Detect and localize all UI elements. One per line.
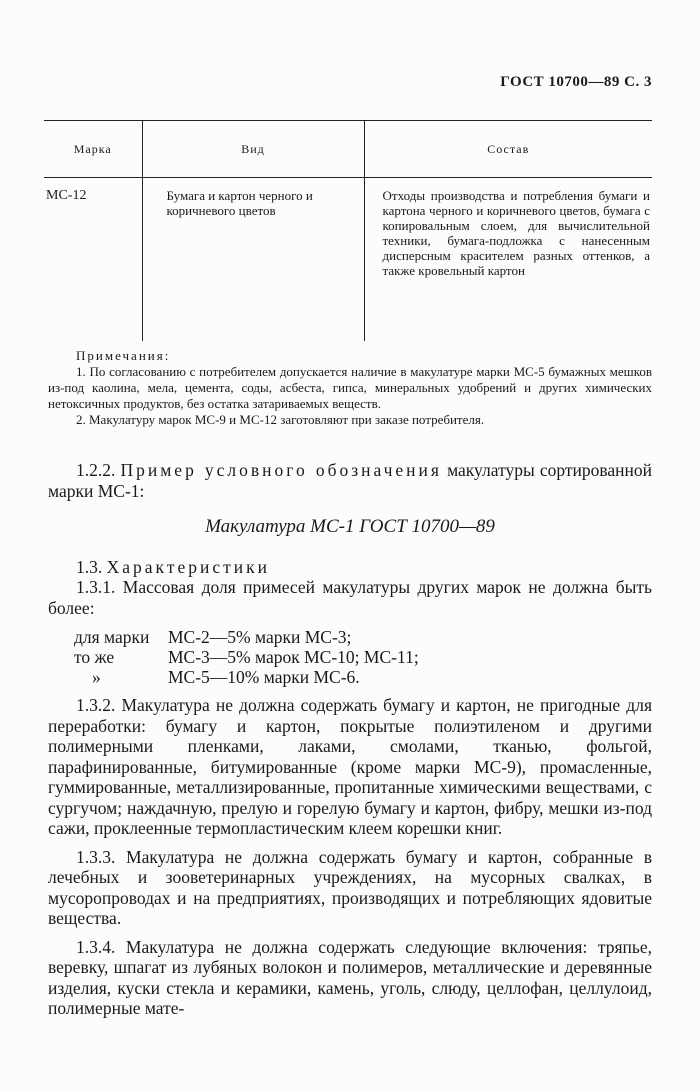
cell-kind: Бумага и картон черного и коричневого цветов — [142, 178, 364, 342]
designation-example: Макулатура МС-1 ГОСТ 10700—89 — [205, 516, 495, 537]
list-item-value: МС-2—5% марки МС-3; — [168, 627, 352, 647]
section-1-3-2: 1.3.2. Макулатура не должна содержать бумагу и картон, не пригодные для переработки: бумагу и картон, покрытые полиэтиленом и другими полимерными пленками, лаками, смолами, тканью, фольгой, парафинированные, битумированные (кроме марки МС-9), промасленные, гуммированные, металлизированные, пропитанные химическими веществами, с сургучом; наждачную, прелую и горелую бумагу и картон, фибру, мешки из-под сажи, проклеенные термопластическим клеем корешки книг. — [48, 695, 652, 838]
section-1-3-title: Характеристики — [106, 556, 270, 577]
list-item — [48, 627, 652, 647]
section-1-2-2 — [48, 460, 652, 501]
column-header-composition: Состав — [364, 121, 652, 178]
list-item — [48, 647, 652, 667]
section-1-3 — [48, 557, 652, 578]
table-row — [44, 178, 652, 342]
note-item-2: 2. Макулатуру марок МС-9 и МС-12 заготовляют при заказе потребителя. — [76, 412, 485, 427]
section-1-3-3: 1.3.3. Макулатура не должна содержать бумагу и картон, собранные в лечебных и зооветеринарных учреждениях, на мусорных свалках, в мусоропроводах и на предприятиях, производящих и потребляющих ядовитые вещества. — [48, 846, 652, 928]
section-1-2-2-title: Пример условного обозначения — [120, 460, 442, 480]
column-header-mark: Марка — [44, 121, 142, 178]
list-item-label: » — [92, 667, 101, 687]
cell-composition: Отходы производства и потребления бумаги и картона черного и коричневого цветов, бумага с копировальным слоем, для вычислительной техники, бумага-подложка с нанесенным дисперсным красителем разных оттенков, а также кровельный картон — [364, 178, 652, 342]
grade-table — [44, 120, 652, 341]
section-1-3-number: 1.3. — [76, 556, 103, 577]
section-1-2-2-number: 1.2.2. — [76, 460, 116, 480]
list-item-label: для марки — [74, 627, 150, 647]
section-1-2-2-text: макулатуры сортированной марки МС-1: — [48, 460, 653, 501]
cell-mark: МС-12 — [46, 188, 87, 203]
page-header: ГОСТ 10700—89 С. 3 — [500, 74, 652, 90]
section-1-3-4: 1.3.4. Макулатура не должна содержать следующие включения: тряпье, веревку, шпагат из лубяных волокон и полимеров, металлические и деревянные изделия, куски стекла и керамики, камень, уголь, слюду, целлофан, целлулоид, полимерные мате- — [48, 936, 652, 1018]
main-text — [48, 460, 652, 1019]
notes-block — [48, 348, 652, 428]
section-1-3-1: 1.3.1. Массовая доля примесей макулатуры других марок не должна быть более: — [48, 577, 652, 618]
notes-title: Примечания: — [76, 348, 171, 363]
list-item — [48, 667, 652, 687]
list-item-value: МС-3—5% марок МС-10; МС-11; — [168, 647, 419, 667]
table-header-row — [44, 121, 652, 178]
list-item-value: МС-5—10% марки МС-6. — [168, 667, 360, 687]
note-item-1: 1. По согласованию с потребителем допускается наличие в макулатуре марки МС-5 бумажных мешков из-под каолина, мела, цемента, соды, асбеста, гипса, минеральных удобрений и других химических нетоксичных продуктов, без остатка затариваемых веществ. — [48, 364, 652, 411]
impurity-list — [48, 627, 652, 687]
column-header-kind: Вид — [142, 121, 364, 178]
list-item-label: то же — [74, 647, 115, 667]
